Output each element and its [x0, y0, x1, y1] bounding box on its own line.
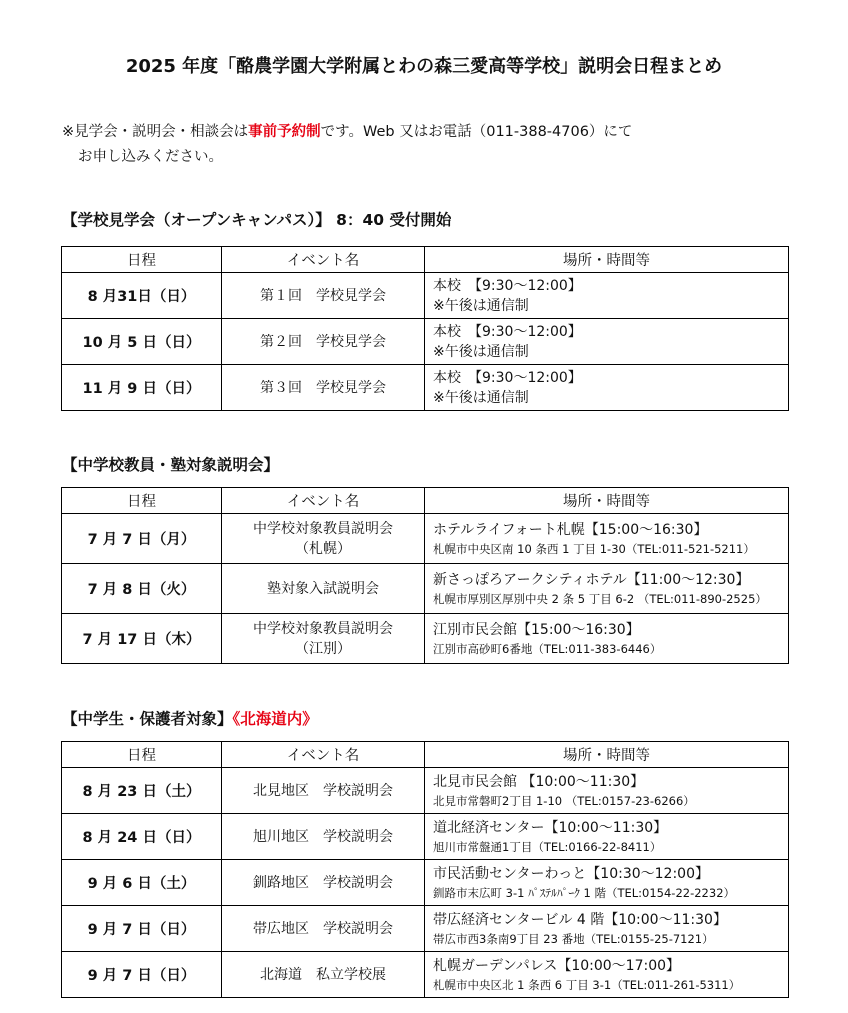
row-event	[222, 906, 425, 952]
row-place	[425, 952, 789, 998]
row-date: 9 月 7 日（日）	[62, 906, 222, 952]
header-date: 日程	[62, 247, 222, 273]
table-row	[62, 273, 789, 319]
row-date: 8 月 23 日（土）	[62, 768, 222, 814]
row-event	[222, 365, 425, 411]
header-event: イベント名	[222, 488, 425, 514]
venue-time: 本校 【9:30～12:00】	[433, 277, 582, 294]
table-row	[62, 564, 789, 614]
venue-note: ※午後は通信制	[433, 389, 529, 406]
event-name: 北海道 私立学校展	[260, 966, 386, 983]
schedule-table-teachers	[61, 487, 789, 664]
event-name: 中学校対象教員説明会	[253, 520, 393, 537]
row-place	[425, 319, 789, 365]
table-header-row	[62, 247, 789, 273]
event-name: 北見地区 学校説明会	[253, 782, 393, 799]
table-row	[62, 906, 789, 952]
section-heading-text: 【中学校教員・塾対象説明会】	[62, 456, 280, 474]
venue-time: 新さっぽろアークシティホテル【11:00～12:30】	[433, 571, 750, 588]
row-date: 11 月 9 日（日）	[62, 365, 222, 411]
venue-time: 市民活動センターわっと【10:30～12:00】	[433, 865, 709, 882]
row-date: 9 月 7 日（日）	[62, 952, 222, 998]
event-name: 帯広地区 学校説明会	[253, 920, 393, 937]
row-place	[425, 365, 789, 411]
header-date: 日程	[62, 742, 222, 768]
row-place	[425, 906, 789, 952]
row-date: 8 月 24 日（日）	[62, 814, 222, 860]
venue-address: 札幌市厚別区厚別中央 2 条 5 丁目 6-2 （TEL:011-890-2525）	[433, 591, 767, 606]
event-name: 中学校対象教員説明会	[253, 620, 393, 637]
row-date: 8 月31日（日）	[62, 273, 222, 319]
venue-time: 本校 【9:30～12:00】	[433, 323, 582, 340]
table-row	[62, 860, 789, 906]
table-row	[62, 614, 789, 664]
schedule-table-students	[61, 741, 789, 998]
event-name: 第２回 学校見学会	[260, 333, 386, 350]
notice-suffix: です。Web 又はお電話（011-388-4706）にて	[320, 124, 633, 140]
page-title: 2025 年度「酪農学園大学附属とわの森三愛高等学校」説明会日程まとめ	[125, 56, 723, 77]
event-area: （札幌）	[295, 540, 351, 557]
event-name: 旭川地区 学校説明会	[253, 828, 393, 845]
venue-note: ※午後は通信制	[433, 343, 529, 360]
table-row	[62, 365, 789, 411]
venue-address: 札幌市中央区北 1 条西 6 丁目 3-1（TEL:011-261-5311）	[433, 977, 741, 992]
row-event	[222, 614, 425, 664]
header-place: 場所・時間等	[425, 488, 789, 514]
venue-address: 帯広市西3条南9丁目 23 番地（TEL:0155-25-7121）	[433, 931, 714, 946]
venue-time: 北見市民会館 【10:00～11:30】	[433, 773, 645, 790]
row-date: 10 月 5 日（日）	[62, 319, 222, 365]
table-row	[62, 952, 789, 998]
table-header-row	[62, 488, 789, 514]
reservation-notice	[62, 120, 822, 170]
section-heading-teachers	[62, 453, 279, 475]
header-place: 場所・時間等	[425, 742, 789, 768]
venue-time: 札幌ガーデンパレス【10:00～17:00】	[433, 957, 681, 974]
event-name: 塾対象入試説明会	[267, 580, 379, 597]
row-event	[222, 860, 425, 906]
row-event	[222, 273, 425, 319]
table-header-row	[62, 742, 789, 768]
row-place	[425, 273, 789, 319]
event-name: 第１回 学校見学会	[260, 287, 386, 304]
table-row	[62, 814, 789, 860]
venue-address: 江別市高砂町6番地（TEL:011-383-6446）	[433, 641, 662, 656]
row-event	[222, 564, 425, 614]
header-date: 日程	[62, 488, 222, 514]
row-place	[425, 514, 789, 564]
section-heading-students	[62, 707, 318, 729]
row-event	[222, 768, 425, 814]
section-heading-campus-tour	[62, 208, 451, 230]
venue-address: 旭川市常盤通1丁目（TEL:0166-22-8411）	[433, 839, 662, 854]
row-date: 7 月 7 日（月）	[62, 514, 222, 564]
row-date: 7 月 8 日（火）	[62, 564, 222, 614]
table-row	[62, 514, 789, 564]
row-place	[425, 564, 789, 614]
venue-time: 江別市民会館【15:00～16:30】	[433, 621, 640, 638]
row-event	[222, 952, 425, 998]
venue-time: 帯広経済センタービル 4 階【10:00～11:30】	[433, 911, 727, 928]
row-event	[222, 514, 425, 564]
table-row	[62, 319, 789, 365]
row-event	[222, 814, 425, 860]
event-name: 第３回 学校見学会	[260, 379, 386, 396]
row-place	[425, 860, 789, 906]
venue-address: 北見市常磐町2丁目 1-10 （TEL:0157-23-6266）	[433, 793, 695, 808]
row-place	[425, 768, 789, 814]
notice-prefix: ※見学会・説明会・相談会は	[62, 124, 249, 140]
row-date: 9 月 6 日（土）	[62, 860, 222, 906]
row-event	[222, 319, 425, 365]
notice-highlight: 事前予約制	[248, 124, 321, 140]
section-heading-red: 《北海道内》	[232, 710, 318, 728]
row-date: 7 月 17 日（木）	[62, 614, 222, 664]
event-area: （江別）	[295, 640, 351, 657]
event-name: 釧路地区 学校説明会	[253, 874, 393, 891]
venue-address: 札幌市中央区南 10 条西 1 丁目 1-30（TEL:011-521-5211）	[433, 541, 755, 556]
venue-note: ※午後は通信制	[433, 297, 529, 314]
venue-time: ホテルライフォート札幌【15:00～16:30】	[433, 521, 708, 538]
row-place	[425, 814, 789, 860]
venue-address: 釧路市末広町 3-1 ﾊﾟｽﾃﾙﾊﾟｰｸ 1 階（TEL:0154-22-2232）	[433, 885, 736, 900]
header-event: イベント名	[222, 742, 425, 768]
venue-time: 道北経済センター【10:00～11:30】	[433, 819, 668, 836]
header-place: 場所・時間等	[425, 247, 789, 273]
table-row	[62, 768, 789, 814]
notice-line-2: お申し込みください。	[78, 149, 223, 165]
section-heading-text: 【学校見学会（オープンキャンパス）】 8：40 受付開始	[62, 211, 452, 229]
row-place	[425, 614, 789, 664]
venue-time: 本校 【9:30～12:00】	[433, 369, 582, 386]
notice-line-1	[62, 120, 822, 145]
schedule-table-campus-tour	[61, 246, 789, 411]
section-heading-text: 【中学生・保護者対象】	[62, 710, 233, 728]
header-event: イベント名	[222, 247, 425, 273]
